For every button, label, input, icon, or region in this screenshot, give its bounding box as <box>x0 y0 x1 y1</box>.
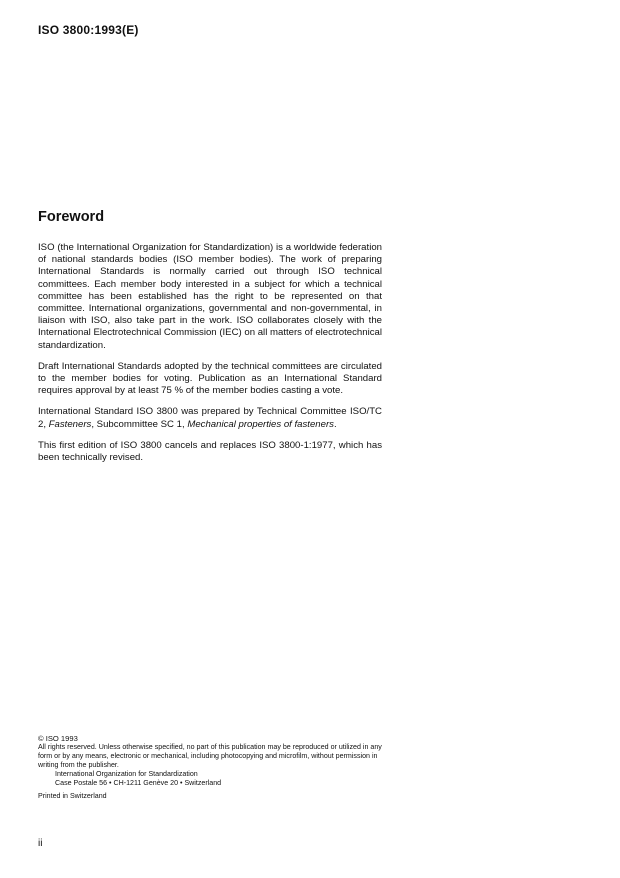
copyright-line: © ISO 1993 <box>38 734 78 743</box>
copyright-footer <box>38 734 388 801</box>
document-id-header: ISO 3800:1993(E) <box>38 23 139 37</box>
org-address: Case Postale 56 • CH-1211 Genève 20 • Switzerland <box>55 779 222 787</box>
foreword-paragraph-1: ISO (the International Organization for Standardization) is a worldwide federation of national standards bodies (ISO member bodies). The work of preparing International Standards is normally carried out through ISO technical committees. Each member body interested in a subject for which a technical committee has been established has the right to be represented on that committee. International organizations, governmental and non-governmental, in liaison with ISO, also take part in the work. ISO collaborates closely with the International Electrotechnical Commission (IEC) on all matters of electrotechnical standardization. <box>38 242 382 351</box>
foreword-paragraph-2: Draft International Standards adopted by the technical committees are circulated to the member bodies for voting. Publication as an International Standard requires approval by at least 75 % of the member bodies casting a vote. <box>38 360 382 397</box>
p3-pre: International Standard ISO 3800 was prepared by Technical Committee ISO/TC 2, <box>38 406 382 430</box>
foreword-body <box>38 242 382 473</box>
p3-mid: , Subcommittee SC 1, <box>91 418 188 430</box>
rights-notice: All rights reserved. Unless otherwise specified, no part of this publication may be reproduced or utilized in any form or by any means, electronic or mechanical, including photocopying and microfilm, without permission in writing from the publisher. <box>38 743 382 769</box>
printed-in: Printed in Switzerland <box>38 792 107 800</box>
foreword-paragraph-3 <box>38 406 382 430</box>
foreword-title: Foreword <box>38 209 105 225</box>
page-number: ii <box>38 838 43 849</box>
tc-name: Fasteners <box>48 418 92 430</box>
p3-post: . <box>333 418 337 430</box>
org-name: International Organization for Standardization <box>55 770 198 778</box>
sc-name: Mechanical properties of fasteners <box>187 418 334 430</box>
foreword-paragraph-4: This first edition of ISO 3800 cancels and replaces ISO 3800-1:1977, which has been technically revised. <box>38 439 382 464</box>
